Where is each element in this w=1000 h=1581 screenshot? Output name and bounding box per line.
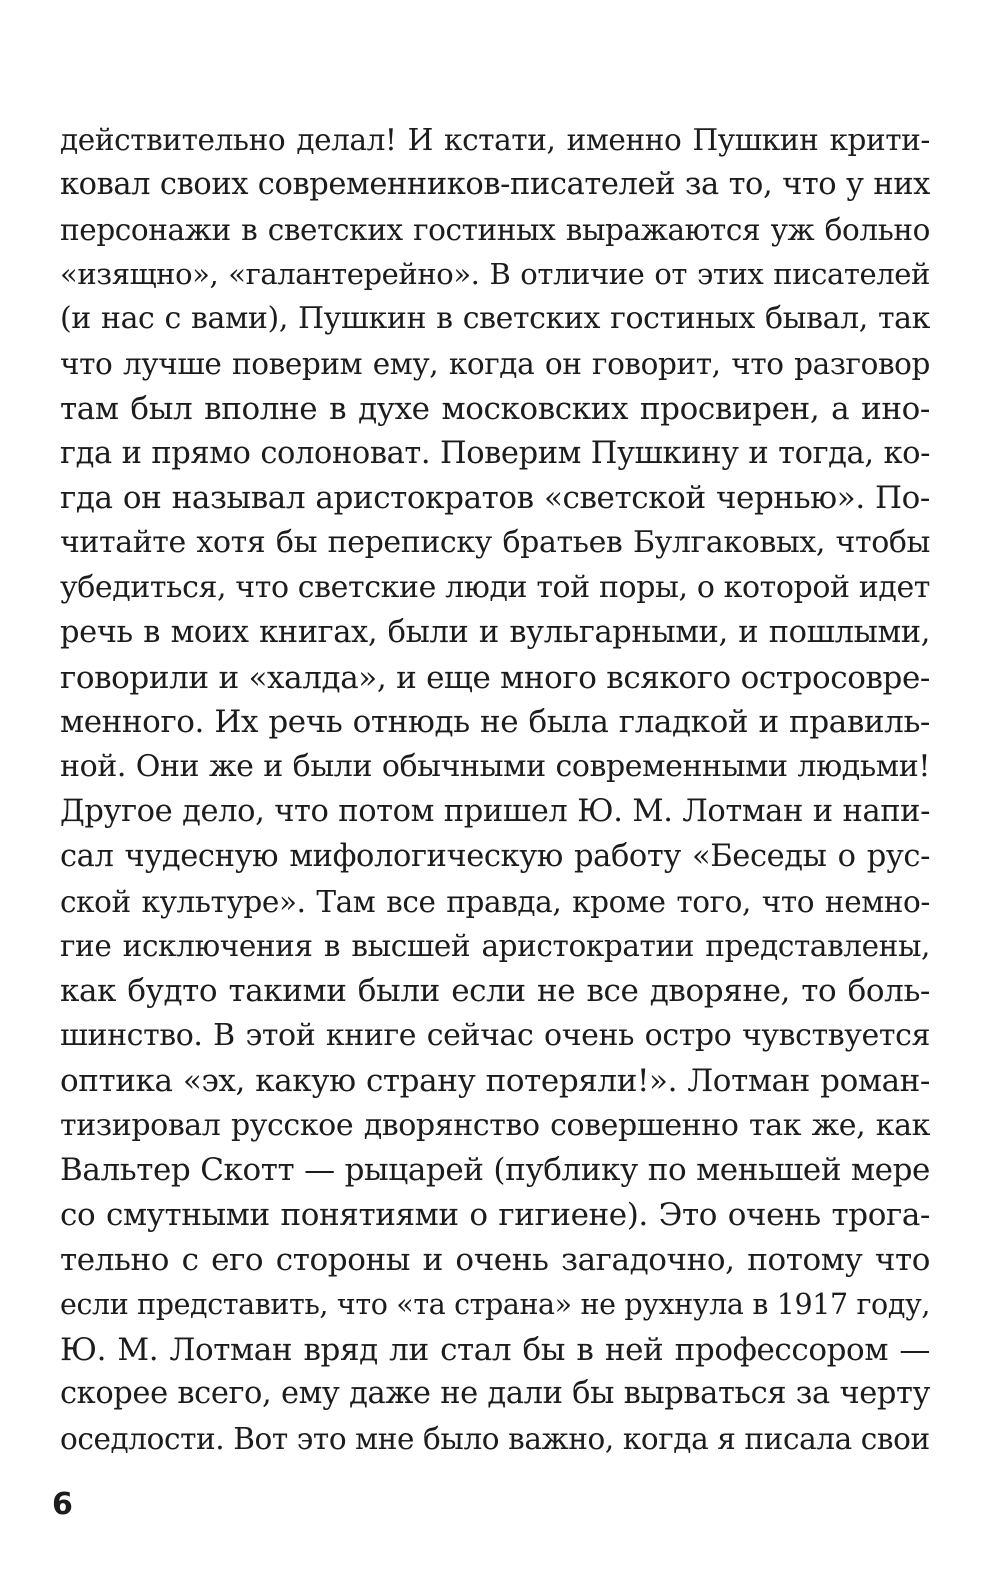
text-line: гие исключения в высшей аристократии представлены, — [60, 929, 930, 964]
text-line: оптика «эх, какую страну потеряли!». Лотман роман- — [60, 1062, 930, 1099]
text-line: говорили и «халда», и еще много всякого остросовре- — [60, 659, 930, 696]
text-line: тельно с его стороны и очень загадочно, потому что — [60, 1241, 930, 1278]
text-line: оседлости. Вот это мне было важно, когда я писала свои — [60, 1422, 930, 1457]
text-line: ной. Они же и были обычными современными людьми! — [60, 749, 930, 785]
text-line: что лучше поверим ему, когда он говорит, что разговор — [60, 346, 930, 381]
text-line: менного. Их речь отнюдь не была гладкой и правиль- — [60, 704, 930, 741]
text-line: ковал своих современников-писателей за то, что у них — [60, 166, 930, 202]
text-line: читайте хотя бы переписку братьев Булгаковых, чтобы — [60, 525, 930, 561]
text-line: (и нас с вами), Пушкин в светских гостиных бывал, так — [60, 301, 930, 337]
text-line: Ю. М. Лотман вряд ли стал бы в ней профессором — — [60, 1331, 930, 1368]
text-line: сал чудесную мифологическую работу «Беседы о рус- — [60, 838, 930, 874]
text-line: действительно делал! И кстати, именно Пушкин крити- — [60, 123, 930, 157]
text-line: как будто такими были если не все дворяне, то боль- — [60, 973, 930, 1010]
text-line: если представить, что «та страна» не рухнула в 1917 году, — [60, 1287, 930, 1321]
text-line: ской культуре». Там все правда, кроме того, что немно- — [60, 884, 930, 919]
text-line: речь в моих книгах, были и вульгарными, и пошлыми, — [60, 614, 930, 650]
text-line: тизировал русское дворянство совершенно так же, как — [60, 1107, 930, 1143]
text-line: гда он называл аристократов «светской чернью». По- — [60, 480, 930, 517]
text-line: там был вполне в духе московских просвирен, а ино- — [60, 390, 930, 427]
text-line: убедиться, что светские люди той поры, о которой идет — [60, 569, 930, 605]
text-line: шинство. В этой книге сейчас очень остро чувствуется — [60, 1017, 930, 1053]
body-text — [60, 118, 930, 1462]
text-line: Вальтер Скотт — рыцарей (публику по меньшей мере — [60, 1152, 930, 1189]
text-line: гда и прямо солоноват. Поверим Пушкину и тогда, ко- — [60, 435, 930, 471]
text-line: со смутными понятиями о гигиене). Это очень трога- — [60, 1197, 930, 1234]
text-line: скорее всего, ему даже не дали бы вырваться за черту — [60, 1376, 930, 1412]
text-line: Другое дело, что потом пришел Ю. М. Лотман и напи- — [60, 793, 930, 829]
page-number: 6 — [52, 1487, 73, 1522]
text-line: персонажи в светских гостиных выражаются уж больно — [60, 212, 930, 247]
text-line: «изящно», «галантерейно». В отличие от этих писателей — [60, 257, 930, 292]
